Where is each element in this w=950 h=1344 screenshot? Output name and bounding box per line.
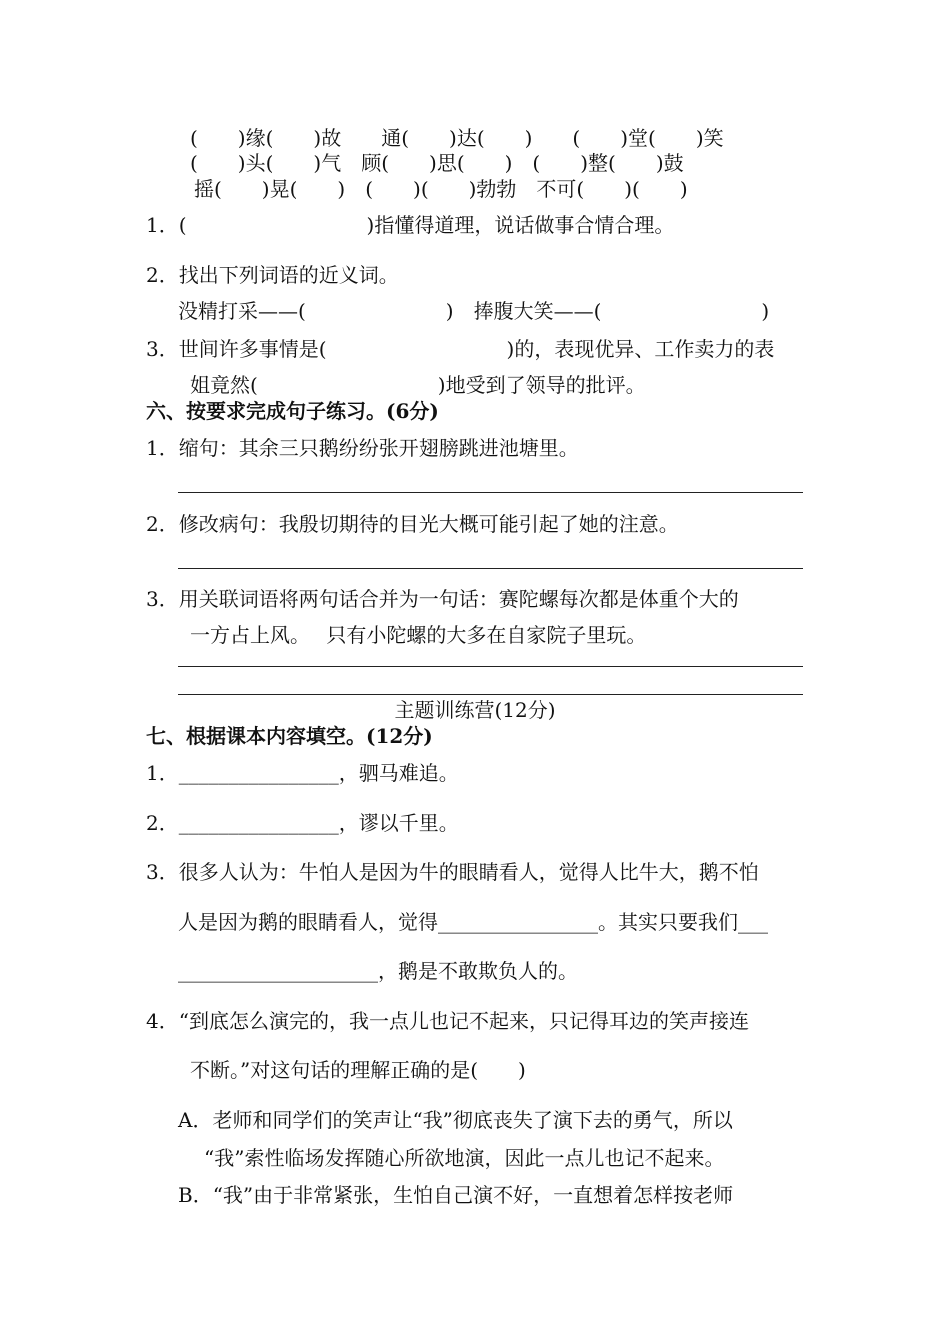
answer-line	[178, 492, 803, 493]
question-7-1: 1．________________，驷马难追。	[146, 761, 459, 785]
idiom-row-2: ( )头( )气 顾( )思( ) ( )整( )鼓	[190, 151, 684, 175]
question-6-3-line-1: 3．用关联词语将两句话合并为一句话：赛陀螺每次都是体重个大的	[146, 587, 739, 611]
question-5-3-line-1: 3．世间许多事情是( )的，表现优异、工作卖力的表	[146, 337, 775, 361]
question-5-1: 1．( )指懂得道理，说话做事合情合理。	[146, 213, 675, 237]
question-6-3-line-2: 一方占上风。 只有小陀螺的大多在自家院子里玩。	[190, 623, 647, 647]
question-7-3-line-2: 人是因为鹅的眼睛看人，觉得________________。其实只要我们___	[178, 910, 768, 934]
question-6-1: 1．缩句：其余三只鹅纷纷张开翅膀跳进池塘里。	[146, 436, 579, 460]
question-5-3-line-2: 姐竟然( )地受到了领导的批评。	[190, 373, 646, 397]
question-7-4-line-1: 4．“到底怎么演完的，我一点儿也记不起来，只记得耳边的笑声接连	[146, 1009, 749, 1033]
section-6-heading: 六、按要求完成句子练习。(6分)	[146, 399, 439, 423]
question-7-2: 2．________________，谬以千里。	[146, 811, 459, 835]
option-b-line-1: B．“我”由于非常紧张，生怕自己演不好，一直想着怎样按老师	[178, 1183, 734, 1207]
question-7-3-line-1: 3．很多人认为：牛怕人是因为牛的眼睛看人，觉得人比牛大，鹅不怕	[146, 860, 759, 884]
answer-line	[178, 666, 803, 667]
theme-camp-title: 主题训练营(12分)	[394, 698, 556, 722]
answer-line	[178, 568, 803, 569]
question-6-2: 2．修改病句：我殷切期待的目光大概可能引起了她的注意。	[146, 512, 679, 536]
question-5-2: 2．找出下列词语的近义词。	[146, 263, 399, 287]
answer-line	[178, 694, 803, 695]
idiom-row-1: ( )缘( )故 通( )达( ) ( )堂( )笑	[190, 126, 724, 150]
option-a-line-2: “我”索性临场发挥随心所欲地演，因此一点儿也记不起来。	[204, 1146, 725, 1170]
question-5-2-pairs: 没精打采——( ) 捧腹大笑——( )	[178, 299, 770, 323]
option-a-line-1: A．老师和同学们的笑声让“我”彻底丧失了演下去的勇气，所以	[178, 1108, 733, 1132]
question-7-3-line-3: ____________________，鹅是不敢欺负人的。	[178, 959, 578, 983]
idiom-row-3: 摇( )晃( ) ( )( )勃勃 不可( )( )	[194, 177, 688, 201]
question-7-4-line-2: 不断。”对这句话的理解正确的是( )	[190, 1058, 526, 1082]
section-7-heading: 七、根据课本内容填空。(12分)	[146, 724, 433, 748]
